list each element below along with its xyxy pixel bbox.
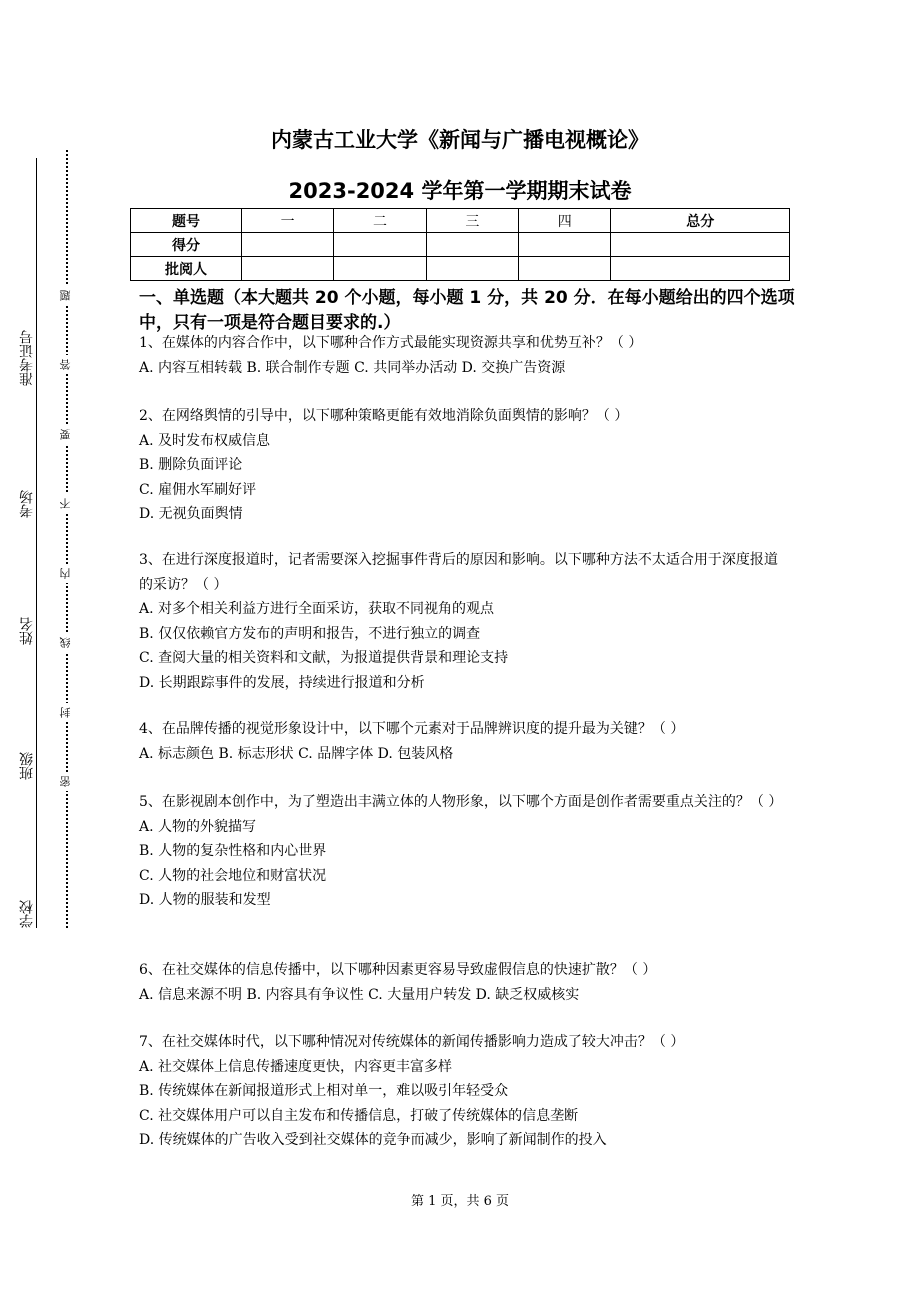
option-c: C. 查阅大量的相关资料和文献，为报道提供背景和理论支持 (139, 650, 509, 666)
score-header-cell: 题号 (131, 209, 242, 233)
margin-label-school: 学校 (19, 900, 35, 928)
score-header-cell: 总分 (611, 209, 790, 233)
option-a: A. 及时发布权威信息 (139, 432, 271, 449)
option-c: C. 雇佣水军刷好评 (139, 481, 257, 498)
score-cell[interactable] (611, 233, 790, 257)
margin-label-exam-room: 考场 (19, 490, 35, 518)
margin-label-name: 姓名 (19, 617, 35, 645)
option-c: C. 社交媒体用户可以自主发布和传播信息，打破了传统媒体的信息垄断 (139, 1107, 579, 1124)
score-row-label: 得分 (131, 233, 242, 257)
question-options: A. 标志颜色 B. 标志形状 C. 品牌字体 D. 包装风格 (139, 745, 454, 762)
question-stem: 7、在社交媒体时代，以下哪种情况对传统媒体的新闻传播影响力造成了较大冲击？（ ） (139, 1034, 685, 1050)
question-stem: 1、在媒体的内容合作中，以下哪种合作方式最能实现资源共享和优势互补？（ ） (139, 335, 643, 351)
seal-char: 内 (58, 564, 74, 583)
score-header-cell: 四 (519, 209, 611, 233)
option-d: D. 无视负面舆情 (139, 506, 243, 522)
question-stem: 2、在网络舆情的引导中，以下哪种策略更能有效地消除负面舆情的影响？（ ） (139, 408, 629, 424)
option-b: B. 仅仅依赖官方发布的声明和报告，不进行独立的调查 (139, 625, 481, 642)
margin-label-ticket-number: 准考证号 (19, 330, 35, 386)
question-3 (139, 548, 789, 695)
score-table-header-row (131, 209, 790, 233)
score-cell[interactable] (426, 233, 518, 257)
option-a: A. 人物的外貌描写 (139, 818, 257, 835)
seal-dotted-line (66, 150, 68, 928)
seal-char: 线 (58, 633, 74, 652)
option-d: D. 人物的服装和发型 (139, 892, 271, 908)
question-1 (139, 331, 789, 380)
question-stem: 3、在进行深度报道时，记者需要深入挖掘事件背后的原因和影响。以下哪种方法不太适合用于深度报道的采访？（ ） (139, 552, 778, 593)
option-a: A. 对多个相关利益方进行全面采访，获取不同视角的观点 (139, 601, 495, 617)
score-cell[interactable] (334, 257, 426, 281)
option-b: B. 删除负面评论 (139, 457, 243, 473)
score-header-cell: 一 (242, 209, 334, 233)
score-header-cell: 二 (334, 209, 426, 233)
score-cell[interactable] (242, 233, 334, 257)
score-cell[interactable] (242, 257, 334, 281)
question-7 (139, 1030, 789, 1153)
score-cell[interactable] (519, 233, 611, 257)
question-options: A. 内容互相转载 B. 联合制作专题 C. 共同举办活动 D. 交换广告资源 (139, 359, 566, 376)
question-options: A. 信息来源不明 B. 内容具有争议性 C. 大量用户转发 D. 缺乏权威核实 (139, 986, 580, 1003)
question-stem: 6、在社交媒体的信息传播中，以下哪种因素更容易导致虚假信息的快速扩散？（ ） (139, 962, 657, 978)
question-stem: 5、在影视剧本创作中，为了塑造出丰满立体的人物形象，以下哪个方面是创作者需要重点关注的？（ ） (139, 794, 783, 810)
seal-char: 题 (58, 286, 74, 305)
option-b: B. 人物的复杂性格和内心世界 (139, 843, 327, 859)
option-c: C. 人物的社会地位和财富状况 (139, 867, 327, 884)
exam-title: 内蒙古工业大学《新闻与广播电视概论》 (271, 128, 649, 152)
option-a: A. 社交媒体上信息传播速度更快，内容更丰富多样 (139, 1058, 453, 1075)
option-d: D. 长期跟踪事件的发展，持续进行报道和分析 (139, 674, 425, 691)
seal-char: 密 (58, 772, 74, 791)
section-title: 一、单选题（本大题共 20 个小题，每小题 1 分，共 20 分．在每小题给出的四个选项中，只有一项是符合题目要求的.） (139, 288, 795, 333)
score-table (130, 208, 790, 281)
score-header-cell: 三 (426, 209, 518, 233)
option-b: B. 传统媒体在新闻报道形式上相对单一，难以吸引年轻受众 (139, 1083, 509, 1099)
score-cell[interactable] (426, 257, 518, 281)
question-4 (139, 717, 789, 766)
question-6 (139, 958, 789, 1007)
score-cell[interactable] (334, 233, 426, 257)
seal-char: 封 (58, 703, 74, 722)
page-footer: 第 1 页，共 6 页 (410, 1194, 510, 1209)
score-row-label: 批阅人 (131, 257, 242, 281)
score-cell[interactable] (519, 257, 611, 281)
option-d: D. 传统媒体的广告收入受到社交媒体的竞争而减少，影响了新闻制作的投入 (139, 1132, 607, 1148)
seal-char: 答 (58, 355, 74, 374)
seal-char: 不 (58, 494, 74, 513)
binding-line (36, 158, 37, 928)
score-table-row (131, 257, 790, 281)
question-2 (139, 404, 789, 527)
score-table-row (131, 233, 790, 257)
exam-subtitle: 2023-2024 学年第一学期期末试卷 (288, 179, 632, 203)
score-cell[interactable] (611, 257, 790, 281)
margin-label-class: 班级 (19, 752, 35, 780)
question-stem: 4、在品牌传播的视觉形象设计中，以下哪个元素对于品牌辨识度的提升最为关键？（ ） (139, 721, 685, 737)
question-5 (139, 790, 789, 913)
seal-char: 要 (58, 425, 74, 444)
